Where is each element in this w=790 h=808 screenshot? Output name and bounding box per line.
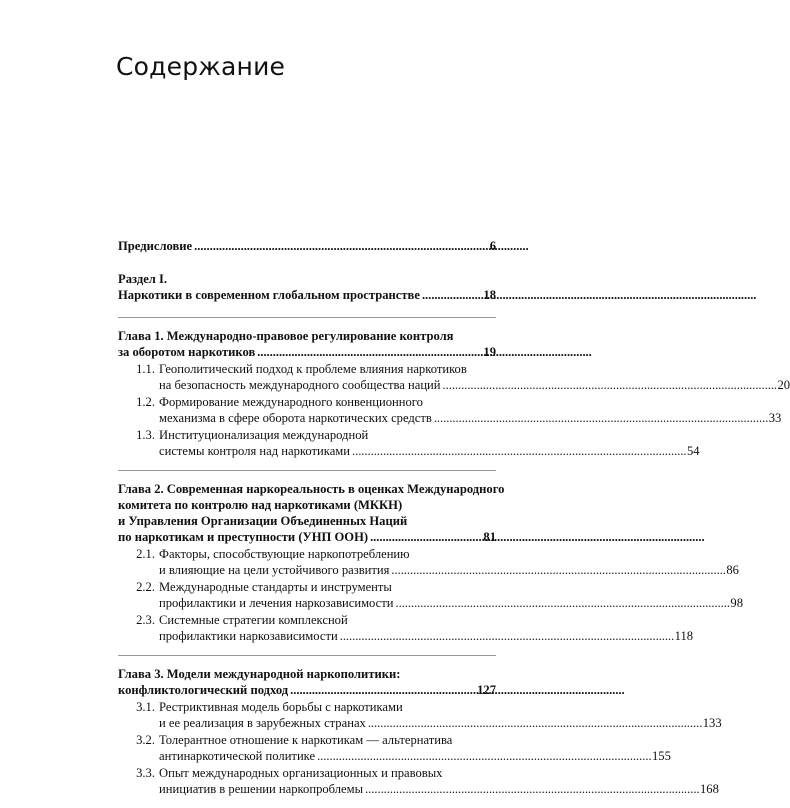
toc-page-number: 19 [483,345,496,359]
subsection-line [159,377,790,393]
chapter-heading-line[interactable] [118,529,496,545]
subsection-body [159,699,722,731]
chapter-title-text: Глава 2. Современная наркореальность в оценках Международного [118,482,505,496]
toc-subsection[interactable] [118,732,671,764]
subsection-title-text: Международные стандарты и инструменты [159,580,392,594]
toc-page-number: 155 [652,749,671,763]
subsection-line [159,715,722,731]
divider [118,655,496,656]
subsection-line [159,595,743,611]
chapter-title-text: за оборотом наркотиков [118,345,256,359]
subsection-title-text: Геополитический подход к проблеме влияния наркотиков [159,362,467,376]
toc-subsection[interactable] [118,361,790,393]
subsection-title-text: на безопасность международного сообщества наций [159,378,441,392]
section-title: Наркотики в современном глобальном пространстве [118,288,420,302]
subsection-body [159,546,739,578]
dot-leader [422,287,481,303]
toc-page-number: 54 [686,444,700,458]
subsection-title-text: и влияющие на цели устойчивого развития [159,563,390,577]
toc-page-number: 6 [489,239,496,253]
subsection-title-text: системы контроля над наркотиками [159,444,351,458]
toc-chapter-1 [118,328,790,459]
subsection-line [159,562,739,578]
subsection-title-text: Институционализация международной [159,428,369,442]
subsection-number: 2.2. [136,580,155,594]
toc-subsection[interactable] [118,765,719,797]
chapter-title-text: и Управления Организации Объединенных Наций [118,514,408,528]
subsection-body [159,612,693,644]
subsection-line [159,628,693,644]
toc-page-number: 118 [674,629,694,643]
toc-subsection[interactable] [118,579,744,611]
dot-leader [290,682,475,698]
toc-subsection[interactable] [118,612,694,644]
section-label: Раздел I. [118,272,168,286]
subsection-line [159,361,790,377]
toc-chapter-2 [118,481,744,644]
subsection-number: 3.3. [136,766,155,780]
subsection-title-text: профилактики наркозависимости [159,629,338,643]
chapter-heading-line[interactable] [118,328,496,344]
subsection-line [159,748,671,764]
dot-leader [396,595,729,611]
chapter-heading-line[interactable] [118,497,496,513]
subsection-title-text: и ее реализация в зарубежных странах [159,716,366,730]
subsection-body [159,765,719,797]
toc-page-number: 168 [700,782,719,796]
subsection-title-text: инициатив в решении наркопроблемы [159,782,364,796]
subsection-title-text: Формирование международного конвенционного [159,395,423,409]
subsection-title-text: Толерантное отношение к наркотикам — альтернатива [159,733,453,747]
subsection-line [159,443,700,459]
section-label-line [118,271,496,287]
toc-page-number: 18 [483,288,496,302]
toc-subsection[interactable] [118,394,782,426]
subsection-title-text: Факторы, способствующие наркопотреблению [159,547,410,561]
divider [118,470,496,471]
toc-page-number: 20 [777,378,790,392]
chapter-heading-line[interactable] [118,682,496,698]
dot-leader [370,529,481,545]
toc-page-number: 98 [730,596,744,610]
dot-leader [194,238,488,254]
chapter-heading-line[interactable] [118,344,496,360]
subsection-line [159,394,781,410]
subsection-number: 3.2. [136,733,155,747]
divider [118,317,496,318]
chapter-heading-line[interactable] [118,513,496,529]
subsection-line [159,732,671,748]
table-of-contents [118,238,790,808]
subsection-title-text: Рестриктивная модель борьбы с наркотиками [159,700,403,714]
chapter-title-text: Глава 3. Модели международной наркополитики: [118,667,401,681]
toc-page-number: 133 [702,716,722,730]
subsection-body [159,732,671,764]
dot-leader [443,377,776,393]
subsection-body [159,579,743,611]
toc-page-number: 33 [768,411,782,425]
subsection-title-text: Системные стратегии комплексной [159,613,348,627]
subsection-body [159,361,790,393]
toc-page-number: 127 [477,683,496,697]
toc-page-number: 86 [726,563,739,577]
chapter-title-text: комитета по контролю над наркотиками (МККН) [118,498,403,512]
subsection-number: 2.1. [136,547,155,561]
chapter-title-text: Глава 1. Международно-правовое регулирование контроля [118,329,454,343]
toc-entry-preface[interactable] [118,238,496,254]
subsection-title-text: профилактики и лечения наркозависимости [159,596,394,610]
subsection-line [159,781,719,797]
subsection-line [159,612,693,628]
subsection-number: 3.1. [136,700,155,714]
toc-entry-title: Предисловие [118,239,193,253]
subsection-line [159,699,722,715]
dot-leader [368,715,701,731]
subsection-line [159,410,781,426]
subsection-title-text: антинаркотической политике [159,749,316,763]
subsection-line [159,579,743,595]
dot-leader [391,562,724,578]
subsection-line [159,427,700,443]
dot-leader [434,410,767,426]
subsection-number: 2.3. [136,613,155,627]
page-title: Содержание [116,52,286,81]
dot-leader [257,344,481,360]
chapter-title-text: по наркотикам и преступности (УНП ООН) [118,530,369,544]
toc-chapter-3 [118,666,722,797]
subsection-number: 1.3. [136,428,155,442]
toc-entry-section[interactable] [118,271,496,303]
subsection-title-text: механизма в сфере оборота наркотических средств [159,411,432,425]
chapter-heading-line[interactable] [118,666,496,682]
chapter-title-text: конфликтологический подход [118,683,289,697]
subsection-body [159,427,700,459]
subsection-line [159,765,719,781]
chapter-heading-line[interactable] [118,481,505,497]
subsection-number: 1.1. [136,362,155,376]
subsection-body [159,394,781,426]
toc-subsection[interactable] [118,699,722,731]
dot-leader [352,443,685,459]
section-title-line [118,287,496,303]
dot-leader [365,781,698,797]
dot-leader [317,748,650,764]
toc-page-number: 81 [483,530,496,544]
toc-subsection[interactable] [118,546,739,578]
dot-leader [340,628,673,644]
subsection-title-text: Опыт международных организационных и правовых [159,766,443,780]
chapter-list [118,328,790,797]
subsection-line [159,546,739,562]
toc-subsection[interactable] [118,427,700,459]
subsection-number: 1.2. [136,395,155,409]
